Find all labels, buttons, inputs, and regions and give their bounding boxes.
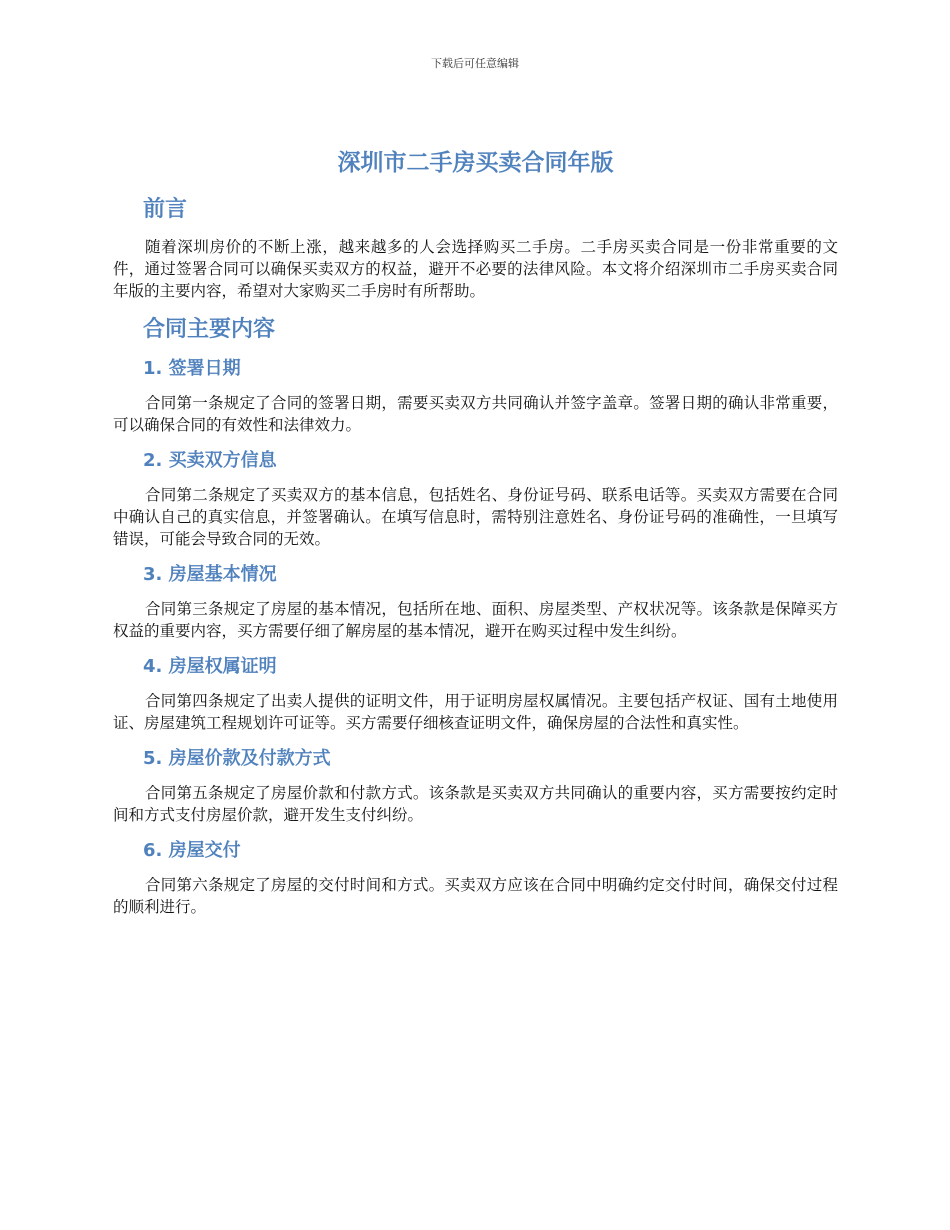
section-paragraph: 合同第三条规定了房屋的基本情况，包括所在地、面积、房屋类型、产权状况等。该条款是保障买方权益的重要内容，买方需要仔细了解房屋的基本情况，避开在购买过程中发生纠纷。 xyxy=(113,600,838,640)
section-ownership-proof xyxy=(113,654,838,734)
section-heading: 1. 签署日期 xyxy=(143,358,241,379)
preface-heading: 前言 xyxy=(143,197,188,222)
section-property-basics xyxy=(113,562,838,642)
section-heading: 6. 房屋交付 xyxy=(143,840,241,861)
section-paragraph: 合同第六条规定了房屋的交付时间和方式。买卖双方应该在合同中明确约定交付时间，确保交付过程的顺利进行。 xyxy=(113,876,838,916)
section-paragraph: 合同第五条规定了房屋价款和付款方式。该条款是买卖双方共同确认的重要内容，买方需要按约定时间和方式支付房屋价款，避开发生支付纠纷。 xyxy=(113,784,838,824)
section-heading: 4. 房屋权属证明 xyxy=(143,656,277,677)
document-content xyxy=(113,146,838,930)
section-delivery xyxy=(113,838,838,918)
section-heading: 2. 买卖双方信息 xyxy=(143,450,277,471)
preface-section xyxy=(113,194,838,302)
section-heading: 3. 房屋基本情况 xyxy=(143,564,277,585)
preface-paragraph: 随着深圳房价的不断上涨，越来越多的人会选择购买二手房。二手房买卖合同是一份非常重要的文件，通过签署合同可以确保买卖双方的权益，避开不必要的法律风险。本文将介绍深圳市二手房买卖合同年版的主要内容，希望对大家购买二手房时有所帮助。 xyxy=(113,238,838,300)
section-paragraph: 合同第二条规定了买卖双方的基本信息，包括姓名、身份证号码、联系电话等。买卖双方需要在合同中确认自己的真实信息，并签署确认。在填写信息时，需特别注意姓名、身份证号码的准确性，一旦填写错误，可能会导致合同的无效。 xyxy=(113,486,838,548)
section-signing-date xyxy=(113,356,838,436)
section-heading: 5. 房屋价款及付款方式 xyxy=(143,748,331,769)
document-title: 深圳市二手房买卖合同年版 xyxy=(337,150,614,176)
header-note: 下载后可任意编辑 xyxy=(431,57,519,70)
main-content-section xyxy=(113,314,838,918)
section-price-payment xyxy=(113,746,838,826)
section-parties-info xyxy=(113,448,838,550)
section-paragraph: 合同第四条规定了出卖人提供的证明文件，用于证明房屋权属情况。主要包括产权证、国有土地使用证、房屋建筑工程规划许可证等。买方需要仔细核查证明文件，确保房屋的合法性和真实性。 xyxy=(113,692,838,732)
section-paragraph: 合同第一条规定了合同的签署日期，需要买卖双方共同确认并签字盖章。签署日期的确认非常重要，可以确保合同的有效性和法律效力。 xyxy=(113,394,838,434)
main-content-heading: 合同主要内容 xyxy=(143,317,276,342)
